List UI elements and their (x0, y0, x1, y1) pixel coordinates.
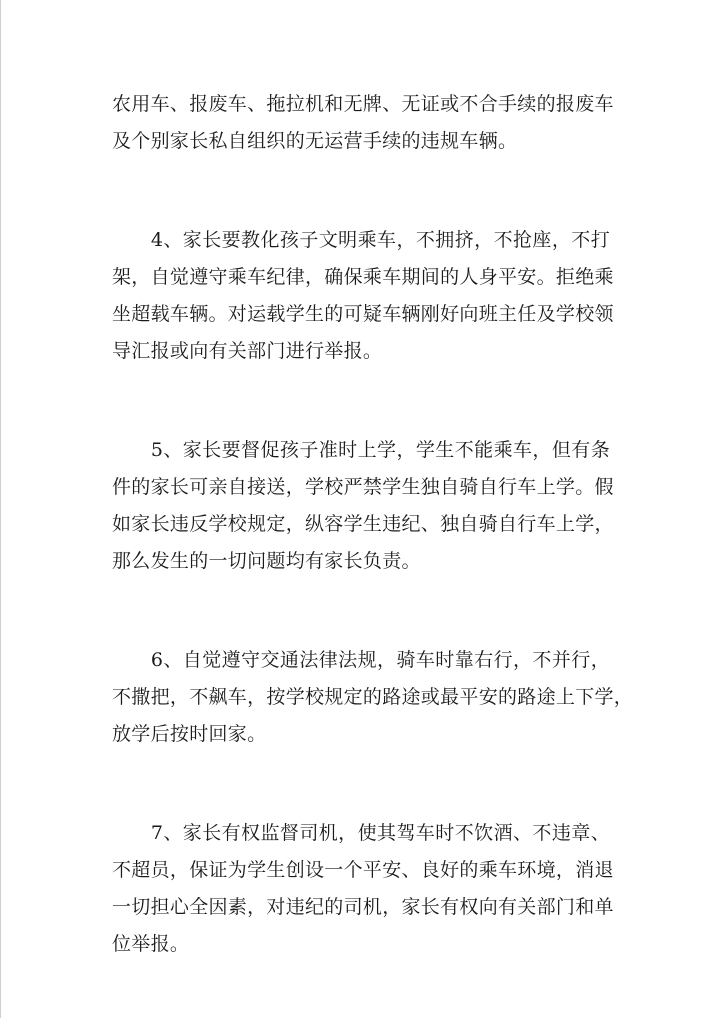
text-line: 架，自觉遵守乘车纪律，确保乘车期间的人身平安。拒绝乘 (112, 266, 614, 288)
text-line: 放学后按时回家。 (112, 723, 267, 745)
paragraph-item-7 (112, 815, 614, 963)
paragraph-continuation (112, 86, 614, 160)
document-body (112, 86, 634, 1025)
text-line: 农用车、报废车、拖拉机和无牌、无证或不合手续的报废车 (112, 93, 614, 115)
text-line: 4、家长要教化孩子文明乘车，不拥挤，不抢座，不打 (112, 229, 610, 251)
text-line: 6、自觉遵守交通法律法规，骑车时靠右行，不并行， (112, 649, 610, 671)
text-line: 7、家长有权监督司机，使其驾车时不饮酒、不违章、 (112, 822, 610, 844)
text-line: 如家长违反学校规定，纵容学生违纪、独自骑自行车上学， (112, 513, 614, 535)
paragraph-item-5 (112, 432, 614, 580)
text-line: 件的家长可亲自接送，学校严禁学生独自骑自行车上学。假 (112, 476, 614, 498)
text-line: 不撒把，不飙车，按学校规定的路途或最平安的路途上下学， (112, 686, 634, 708)
paragraph-item-6 (112, 642, 634, 753)
text-line: 那么发生的一切问题均有家长负责。 (112, 550, 421, 572)
text-line: 位举报。 (112, 933, 190, 955)
text-line: 坐超载车辆。对运载学生的可疑车辆刚好向班主任及学校领 (112, 303, 614, 325)
text-line: 一切担心全因素，对违纪的司机，家长有权向有关部门和单 (112, 896, 614, 918)
text-line: 及个别家长私自组织的无运营手续的违规车辆。 (112, 130, 518, 152)
text-line: 不超员，保证为学生创设一个平安、良好的乘车环境，消退 (112, 859, 614, 881)
text-line: 5、家长要督促孩子准时上学，学生不能乘车，但有条 (112, 439, 610, 461)
text-line: 导汇报或向有关部门进行举报。 (112, 340, 383, 362)
paragraph-item-4 (112, 222, 614, 370)
